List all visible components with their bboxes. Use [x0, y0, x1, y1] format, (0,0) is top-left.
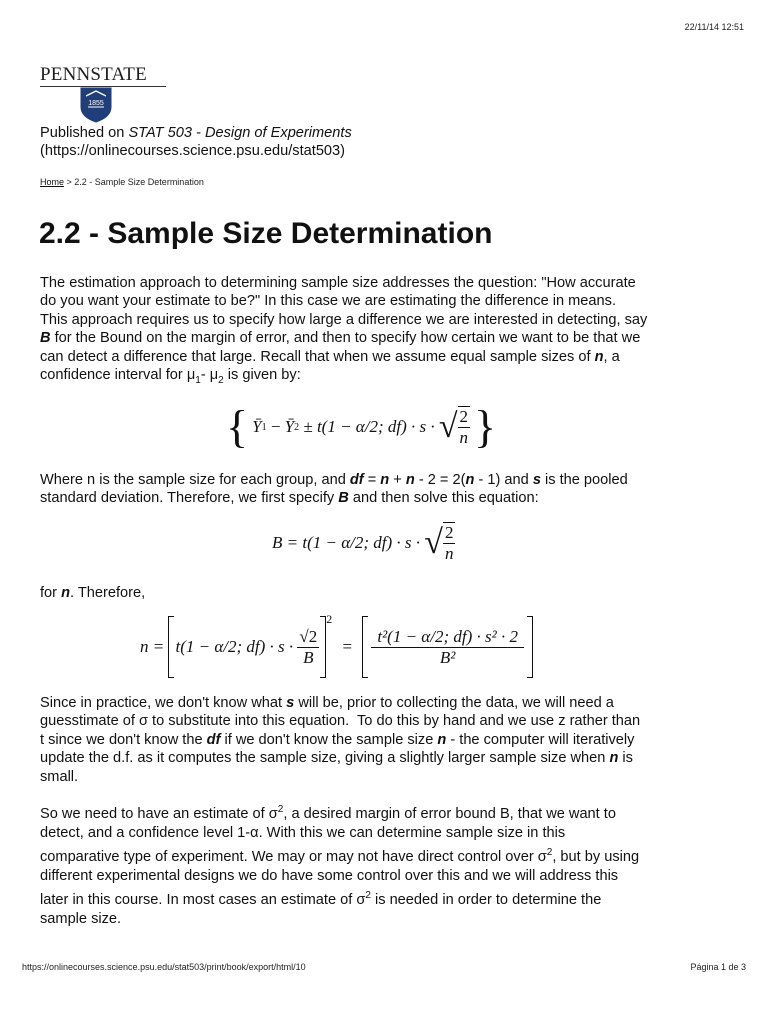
- para3-text: t since we don't know the: [40, 731, 207, 748]
- print-timestamp: 22/11/14 12:51: [684, 22, 744, 32]
- left-bracket-group: [168, 616, 326, 678]
- para3-text: - the computer will iteratively: [446, 731, 635, 748]
- sample-size-equation: [140, 614, 533, 680]
- superscript: 2: [546, 846, 553, 858]
- estimate-paragraph: [40, 800, 740, 929]
- fraction: [297, 627, 319, 668]
- para1-text: - μ: [200, 367, 219, 384]
- para4-text: comparative type of experiment. We may or may not have direct control over σ: [40, 848, 547, 865]
- denominator: n: [459, 428, 469, 447]
- fraction: [458, 406, 471, 448]
- para1-text: confidence interval for μ: [40, 367, 196, 384]
- denominator: B: [303, 647, 314, 667]
- bound-equation: [272, 517, 455, 569]
- df-symbol: df: [206, 731, 221, 748]
- para1-line: do you want your estimate to be?" In this case we are estimating the difference in means.: [40, 293, 617, 310]
- para3-text: will be, prior to collecting the data, we will need a: [294, 695, 614, 711]
- para4-text: , a desired margin of error bound B, that we want to: [283, 805, 616, 822]
- para1-line: [40, 329, 740, 347]
- para3-text: Since in practice, we don't know what: [40, 695, 287, 711]
- para1-text: , a: [603, 348, 620, 365]
- page-title: 2.2 - Sample Size Determination: [39, 217, 493, 250]
- logo-year: 1855: [88, 100, 104, 107]
- para3-text: update the d.f. as it computes the sample size, giving a slightly larger sample size when: [40, 750, 610, 767]
- footer-page-number: Página 1 de 3: [690, 962, 746, 972]
- para2-text: =: [363, 472, 381, 488]
- fraction: [371, 627, 524, 668]
- practice-paragraph: [40, 694, 740, 786]
- fraction: [443, 522, 456, 564]
- subscript: 2: [218, 374, 224, 386]
- pennstate-shield-icon: [80, 87, 112, 123]
- para4-text: later in this course. In most cases an estimate of σ: [40, 891, 366, 908]
- right-bracket-group: [362, 616, 533, 678]
- para3-line: [40, 749, 740, 767]
- para4-line: [40, 800, 740, 824]
- n-symbol: n: [437, 731, 447, 748]
- para2-text: standard deviation. Therefore, we first specify: [40, 490, 339, 507]
- s-symbol: s: [286, 695, 295, 711]
- para1-text: is given by:: [223, 367, 301, 384]
- n-symbol: n: [380, 472, 390, 488]
- para4-line: sample size.: [40, 910, 122, 927]
- subscript: 2: [294, 421, 300, 433]
- footer-url[interactable]: https://onlinecourses.science.psu.edu/stat503/print/book/export/html/10: [22, 962, 306, 972]
- para1-line: [40, 366, 740, 390]
- numerator: 2: [459, 407, 469, 426]
- course-link[interactable]: STAT 503 - Design of Experiments: [128, 125, 352, 141]
- math-text: t(1 − α/2; df) · s ·: [175, 637, 298, 656]
- text: . Therefore,: [70, 585, 146, 601]
- para2-line: [40, 489, 740, 507]
- breadcrumb-current: > 2.2 - Sample Size Determination: [64, 177, 204, 187]
- numerator: t²(1 − α/2; df) · s² · 2: [371, 627, 524, 648]
- bound-symbol: B: [40, 330, 51, 347]
- superscript: 2: [365, 889, 371, 901]
- pennstate-logo-wordmark: PENNSTATE: [40, 64, 147, 85]
- para4-text: So we need to have an estimate of σ: [40, 805, 278, 822]
- math-text: ± t(1 − α/2; df) · s ·: [299, 417, 439, 436]
- para2-text: - 2 = 2(: [414, 472, 466, 488]
- para3-text: if we don't know the sample size: [220, 731, 438, 748]
- for-n-line: [40, 584, 145, 602]
- bound-symbol: B: [338, 490, 349, 507]
- para4-text: is needed in order to determine the: [370, 891, 602, 908]
- para3-line: small.: [40, 768, 79, 785]
- breadcrumb-home-link[interactable]: Home: [40, 177, 65, 187]
- numerator: 2: [444, 523, 454, 542]
- para2-text: +: [389, 472, 406, 488]
- exponent: 2: [326, 612, 333, 626]
- numerator: √2: [299, 626, 318, 646]
- left-brace: {: [226, 401, 249, 452]
- superscript: 2: [277, 804, 284, 815]
- course-url[interactable]: (https://onlinecourses.science.psu.edu/stat503): [40, 143, 346, 160]
- para4-text: , but by using: [552, 848, 640, 865]
- n-symbol: n: [465, 472, 475, 488]
- published-on: [40, 124, 740, 161]
- ybar-1: Ȳ: [252, 417, 262, 436]
- para1-line: The estimation approach to determining sample size addresses the question: "How accurate: [40, 275, 636, 291]
- para2-line: [40, 471, 740, 489]
- sqrt-sign: √: [438, 408, 458, 445]
- breadcrumb: [40, 177, 204, 187]
- para2-text: and then solve this equation:: [348, 490, 539, 507]
- para3-text: is: [618, 750, 633, 767]
- n-symbol: n: [594, 348, 604, 365]
- intro-paragraph: [40, 274, 740, 390]
- where-paragraph: [40, 471, 740, 508]
- n-symbol: n: [609, 750, 619, 767]
- para1-line: This approach requires us to specify how large a difference we are interested in detecting, say: [40, 311, 648, 328]
- right-brace: }: [474, 401, 497, 452]
- para3-line: guesstimate of σ to substitute into this equation. To do this by hand and we use z rather than: [40, 713, 641, 730]
- sqrt-sign: √: [424, 524, 443, 561]
- math-text: n =: [140, 637, 169, 656]
- text: for: [40, 585, 62, 601]
- para1-line: [40, 348, 740, 366]
- math-text: B = t(1 − α/2; df) · s ·: [272, 533, 425, 552]
- para4-line: detect, and a confidence level 1-α. With this we can determine sample size in this: [40, 824, 566, 841]
- ybar-2: Ȳ: [284, 417, 295, 436]
- denominator: B²: [439, 647, 456, 667]
- para3-line: [40, 731, 740, 749]
- denominator: n: [444, 544, 454, 563]
- confidence-interval-equation: [226, 396, 496, 458]
- para4-line: different experimental designs we do have some control over this and we will address this: [40, 867, 619, 884]
- published-prefix: Published on: [40, 125, 129, 141]
- para4-line: [40, 843, 740, 867]
- math-text: =: [338, 637, 357, 656]
- para3-line: [40, 694, 740, 712]
- subscript: 1: [261, 421, 267, 433]
- s-symbol: s: [532, 472, 541, 488]
- para2-text: Where n is the sample size for each group, and: [40, 472, 350, 488]
- subscript: 1: [195, 374, 201, 386]
- para1-text: can detect a difference that large. Recall that when we assume equal sample sizes of: [40, 348, 595, 365]
- n-symbol: n: [405, 472, 415, 488]
- para4-line: [40, 886, 740, 910]
- para2-text: is the pooled: [540, 472, 628, 488]
- para1-text: for the Bound on the margin of error, and then to specify how certain we want to be that we: [50, 330, 641, 347]
- df-symbol: df: [349, 472, 364, 488]
- para2-text: - 1) and: [474, 472, 533, 488]
- n-symbol: n: [61, 585, 71, 601]
- math-text: −: [266, 417, 285, 436]
